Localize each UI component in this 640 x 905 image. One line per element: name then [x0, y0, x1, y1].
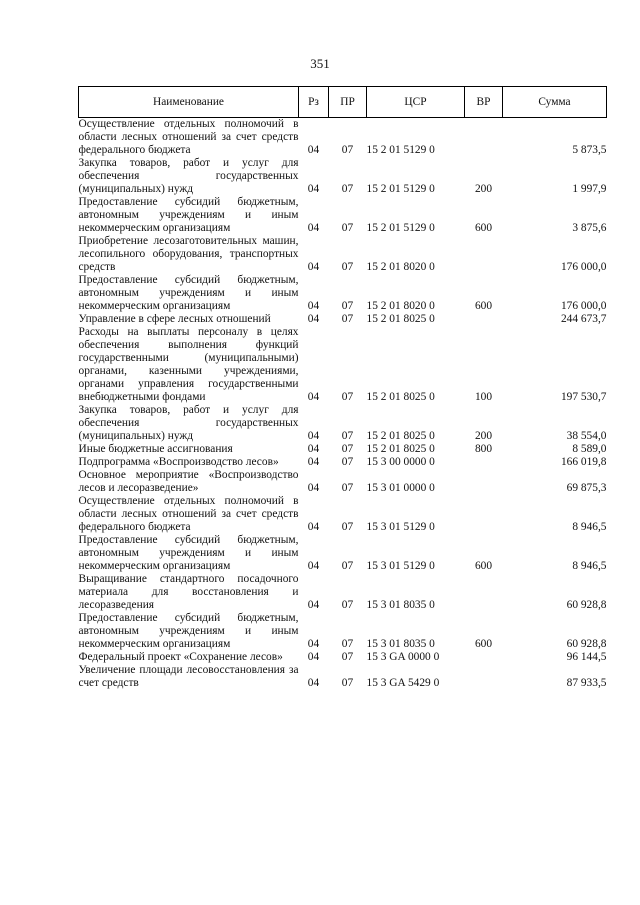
cell-name — [79, 612, 299, 651]
table-row — [79, 573, 607, 612]
cell-name — [79, 534, 299, 573]
cell-csr: 15 2 01 8025 0 — [366, 430, 435, 442]
cell-sum: 38 554,0 — [566, 430, 607, 442]
cell-name — [79, 469, 299, 495]
cell-rz: 04 — [307, 144, 320, 156]
cell-pr: 07 — [341, 300, 354, 312]
column-header-pr: ПР — [329, 87, 367, 118]
cell-rz: 04 — [307, 599, 320, 611]
cell-rz: 04 — [307, 313, 320, 325]
row-name-text: Осуществление отдельных полномочий в области лесных отношений за счет средств федерального бюджета — [78, 495, 299, 533]
cell-pr: 07 — [341, 144, 354, 156]
cell-rz: 04 — [307, 222, 320, 234]
cell-pr: 07 — [341, 261, 354, 273]
cell-sum: 8 589,0 — [572, 443, 607, 455]
cell-csr: 15 3 01 0000 0 — [366, 482, 435, 494]
table-row — [79, 534, 607, 573]
table-body — [79, 118, 607, 691]
row-name-text: Иные бюджетные ассигнования — [78, 443, 233, 455]
cell-csr: 15 2 01 8020 0 — [366, 261, 435, 273]
cell-vr — [465, 469, 503, 495]
cell-sum: 60 928,8 — [566, 638, 607, 650]
row-name-text: Закупка товаров, работ и услуг для обеспечения государственных (муниципальных) нужд — [78, 404, 299, 442]
cell-csr: 15 3 00 0000 0 — [366, 456, 435, 468]
cell-pr: 07 — [341, 677, 354, 689]
table-row — [79, 443, 607, 456]
cell-name — [79, 326, 299, 404]
cell-vr — [465, 664, 503, 690]
cell-vr: 600 — [474, 560, 493, 572]
cell-vr: 600 — [474, 222, 493, 234]
table-row — [79, 235, 607, 274]
table-row — [79, 274, 607, 313]
cell-vr — [465, 495, 503, 534]
cell-rz: 04 — [307, 638, 320, 650]
cell-vr — [465, 456, 503, 469]
cell-sum: 8 946,5 — [572, 560, 607, 572]
cell-name — [79, 664, 299, 690]
cell-pr: 07 — [341, 456, 354, 468]
cell-pr: 07 — [341, 183, 354, 195]
cell-name — [79, 196, 299, 235]
cell-rz: 04 — [307, 300, 320, 312]
cell-csr: 15 3 01 8035 0 — [366, 599, 435, 611]
cell-csr: 15 3 01 5129 0 — [366, 560, 435, 572]
table-row — [79, 664, 607, 690]
cell-rz: 04 — [307, 183, 320, 195]
cell-pr: 07 — [341, 430, 354, 442]
row-name-text: Предоставление субсидий бюджетным, автономным учреждениям и иным некоммерческим организациям — [78, 534, 299, 572]
table-row — [79, 313, 607, 326]
cell-sum: 1 997,9 — [572, 183, 607, 195]
cell-pr: 07 — [341, 560, 354, 572]
table-row — [79, 404, 607, 443]
cell-csr: 15 2 01 5129 0 — [366, 222, 435, 234]
cell-name — [79, 456, 299, 469]
row-name-text: Закупка товаров, работ и услуг для обеспечения государственных (муниципальных) нужд — [78, 157, 299, 195]
cell-sum: 8 946,5 — [572, 521, 607, 533]
cell-pr: 07 — [341, 521, 354, 533]
cell-csr: 15 3 01 5129 0 — [366, 521, 435, 533]
row-name-text: Приобретение лесозаготовительных машин, лесопильного оборудования, транспортных средств — [78, 235, 299, 273]
column-header-sum: Сумма — [503, 87, 607, 118]
cell-pr: 07 — [341, 599, 354, 611]
cell-csr: 15 3 GA 0000 0 — [366, 651, 440, 663]
cell-rz: 04 — [307, 430, 320, 442]
cell-csr: 15 3 GA 5429 0 — [366, 677, 440, 689]
cell-name — [79, 573, 299, 612]
cell-vr — [465, 235, 503, 274]
row-name-text: Предоставление субсидий бюджетным, автономным учреждениям и иным некоммерческим организациям — [78, 612, 299, 650]
row-name-text: Увеличение площади лесовосстановления за счет средств — [78, 664, 299, 689]
cell-name — [79, 235, 299, 274]
cell-name — [79, 313, 299, 326]
table-row — [79, 495, 607, 534]
row-name-text: Федеральный проект «Сохранение лесов» — [78, 651, 283, 663]
cell-rz: 04 — [307, 391, 320, 403]
cell-vr: 200 — [474, 430, 493, 442]
cell-csr: 15 2 01 8020 0 — [366, 300, 435, 312]
cell-sum: 5 873,5 — [572, 144, 607, 156]
row-name-text: Подпрограмма «Воспроизводство лесов» — [78, 456, 279, 468]
row-name-text: Предоставление субсидий бюджетным, автономным учреждениям и иным некоммерческим организациям — [78, 274, 299, 312]
cell-sum: 96 144,5 — [566, 651, 607, 663]
cell-vr: 600 — [474, 638, 493, 650]
cell-csr: 15 2 01 8025 0 — [366, 443, 435, 455]
cell-sum: 176 000,0 — [560, 300, 607, 312]
row-name-text: Предоставление субсидий бюджетным, автономным учреждениям и иным некоммерческим организациям — [78, 196, 299, 234]
table-row — [79, 196, 607, 235]
row-name-text: Осуществление отдельных полномочий в области лесных отношений за счет средств федерального бюджета — [78, 118, 299, 156]
row-name-text: Расходы на выплаты персоналу в целях обеспечения выполнения функций государственными (муниципальными) органами, казенными учреждениями, органами управления государственными внебюджетными фондами — [78, 326, 299, 403]
cell-vr: 100 — [474, 391, 493, 403]
cell-sum: 69 875,3 — [566, 482, 607, 494]
cell-vr: 600 — [474, 300, 493, 312]
column-header-name: Наименование — [79, 87, 299, 118]
cell-rz: 04 — [307, 443, 320, 455]
cell-name — [79, 404, 299, 443]
cell-rz: 04 — [307, 521, 320, 533]
cell-name — [79, 274, 299, 313]
cell-rz: 04 — [307, 560, 320, 572]
cell-name — [79, 118, 299, 158]
cell-sum: 176 000,0 — [560, 261, 607, 273]
cell-sum: 166 019,8 — [560, 456, 607, 468]
cell-name — [79, 495, 299, 534]
cell-sum: 60 928,8 — [566, 599, 607, 611]
cell-rz: 04 — [307, 261, 320, 273]
cell-name — [79, 651, 299, 664]
cell-sum: 3 875,6 — [572, 222, 607, 234]
cell-name — [79, 443, 299, 456]
column-header-vr: ВР — [465, 87, 503, 118]
table-row — [79, 118, 607, 158]
row-name-text: Основное мероприятие «Воспроизводство лесов и лесоразведение» — [78, 469, 299, 494]
cell-pr: 07 — [341, 638, 354, 650]
column-header-csr: ЦСР — [367, 87, 465, 118]
table-header-row — [79, 87, 607, 118]
cell-vr — [465, 118, 503, 158]
table-row — [79, 612, 607, 651]
cell-pr: 07 — [341, 313, 354, 325]
page-number: 351 — [310, 56, 330, 71]
cell-rz: 04 — [307, 456, 320, 468]
cell-csr: 15 2 01 5129 0 — [366, 183, 435, 195]
cell-csr: 15 3 01 8035 0 — [366, 638, 435, 650]
cell-pr: 07 — [341, 443, 354, 455]
row-name-text: Выращивание стандартного посадочного материала для восстановления и лесоразведения — [78, 573, 299, 611]
cell-sum: 197 530,7 — [560, 391, 607, 403]
budget-table — [78, 86, 607, 690]
cell-rz: 04 — [307, 677, 320, 689]
cell-sum: 87 933,5 — [566, 677, 607, 689]
table-row — [79, 326, 607, 404]
cell-vr: 800 — [474, 443, 493, 455]
cell-pr: 07 — [341, 391, 354, 403]
cell-vr — [465, 573, 503, 612]
cell-pr: 07 — [341, 482, 354, 494]
cell-vr — [465, 313, 503, 326]
cell-sum: 244 673,7 — [560, 313, 607, 325]
cell-csr: 15 2 01 5129 0 — [366, 144, 435, 156]
cell-csr: 15 2 01 8025 0 — [366, 391, 435, 403]
cell-rz: 04 — [307, 482, 320, 494]
cell-csr: 15 2 01 8025 0 — [366, 313, 435, 325]
cell-pr: 07 — [341, 222, 354, 234]
cell-vr: 200 — [474, 183, 493, 195]
cell-name — [79, 157, 299, 196]
table-row — [79, 157, 607, 196]
column-header-rz: Рз — [299, 87, 329, 118]
cell-pr: 07 — [341, 651, 354, 663]
table-row — [79, 456, 607, 469]
table-row — [79, 651, 607, 664]
cell-rz: 04 — [307, 651, 320, 663]
table-row — [79, 469, 607, 495]
cell-vr — [465, 651, 503, 664]
row-name-text: Управление в сфере лесных отношений — [78, 313, 271, 325]
